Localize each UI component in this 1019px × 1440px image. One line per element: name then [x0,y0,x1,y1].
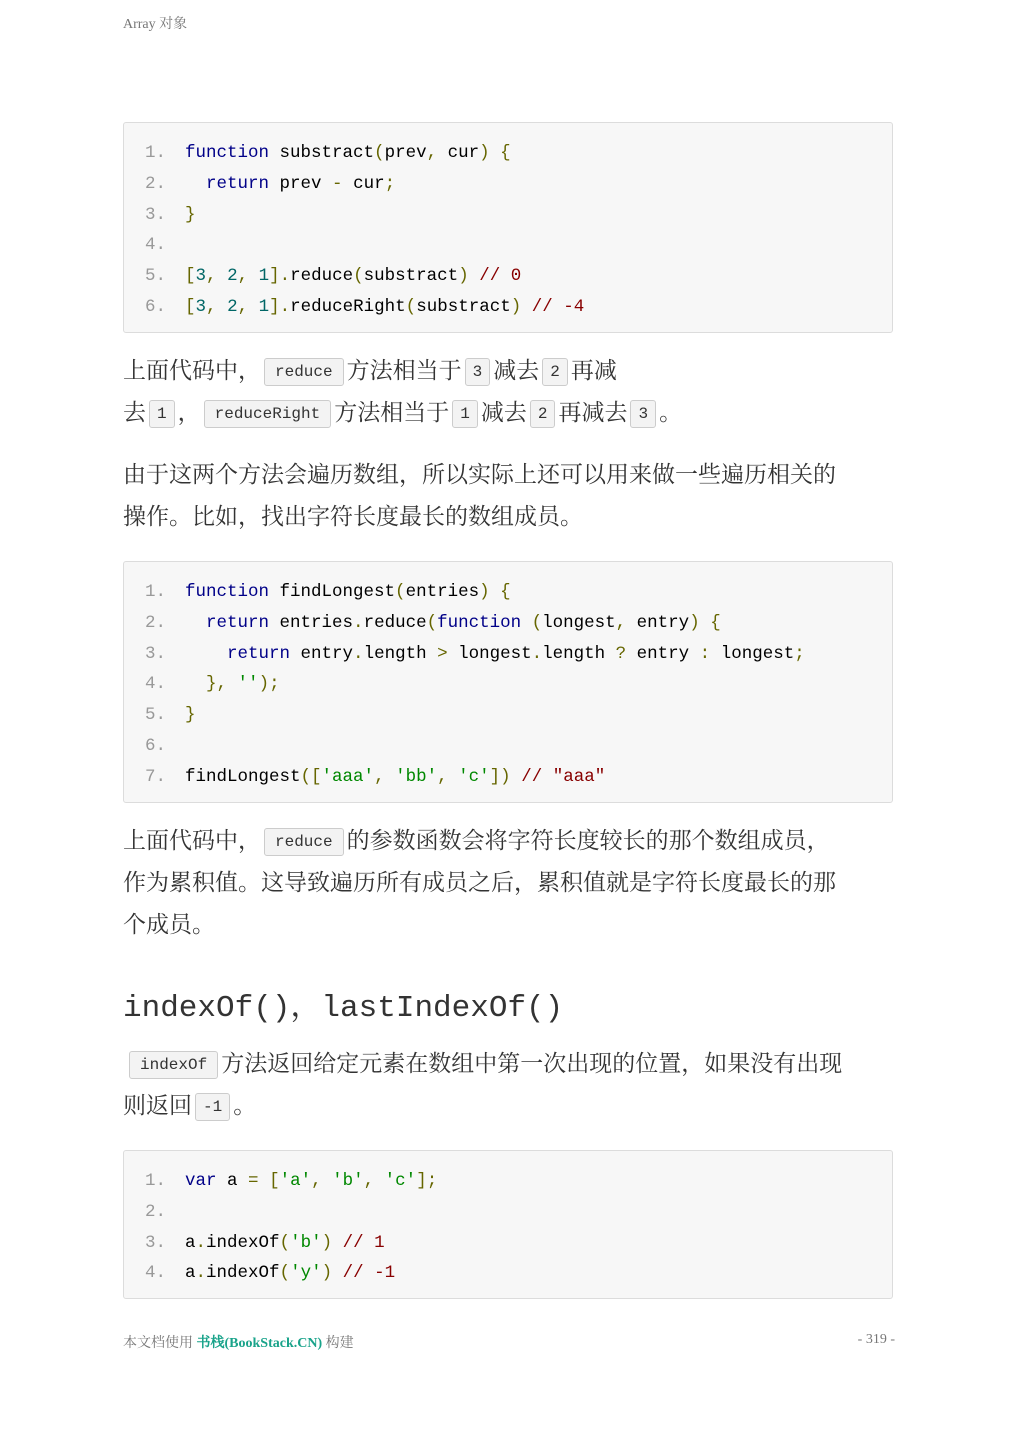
line-number: 6. [145,735,167,756]
code-line: 7. findLongest(['aaa', 'bb', 'c']) // "aaa" [124,762,892,793]
line-number: 1. [145,143,167,163]
code-line: 1. function substract(prev, cur) { [124,138,892,169]
footer-credit: 本文档使用 书栈(BookStack.CN) 构建 [123,1336,354,1351]
inline-code: 2 [530,400,556,428]
code-line [124,230,892,261]
code-line [124,1197,892,1228]
code-line: 4. a.indexOf('y') // -1 [124,1258,892,1289]
code-line: 2. return prev - cur; [124,169,892,200]
code-line: 2. return entries.reduce(function (longest, entry) { [124,608,892,639]
code-line: 5. } [124,700,892,731]
code-block-reduce-right [123,122,893,333]
code-line: 4. }, ''); [124,669,892,700]
line-number: 6. [145,296,167,317]
line-number: 1. [145,1171,167,1191]
line-number: 4. [145,674,167,695]
running-header: Array 对象 [123,17,188,32]
inline-code: indexOf [129,1051,218,1079]
line-number: 4. [145,235,167,256]
paragraph-indexof: indexOf 方法返回给定元素在数组中第一次出现的位置，如果没有出现 则返回 -1 。 [123,1051,843,1119]
paragraph-reduce-explanation: 上面代码中， reduce 方法相当于 3 减去 2 再减 去 1 ， reduceRight 方法相当于 1 减去 2 再减去 3 。 [123,358,683,426]
code-line: 3. return entry.length > longest.length ? entry : longest; [124,639,892,670]
inline-code: 2 [542,358,568,386]
page-number: - 319 - [857,1332,895,1347]
paragraph-accumulator: 上面代码中， reduce 的参数函数会将字符长度较长的那个数组成员， 作为累积值。这导致遍历所有成员之后，累积值就是字符长度最长的那 个成员。 [123,828,836,938]
inline-code: 3 [465,358,491,386]
line-number: 3. [145,204,167,225]
inline-code: 1 [452,400,478,428]
inline-code: reduce [264,828,344,856]
inline-code: 1 [149,400,175,428]
code-line: 3. } [124,200,892,231]
line-number: 2. [145,612,167,633]
line-number: 5. [145,266,167,287]
paragraph-traversal: 由于这两个方法会遍历数组，所以实际上还可以用来做一些遍历相关的 操作。比如，找出字符长度最长的数组成员。 [123,462,836,530]
line-number: 2. [145,1201,167,1222]
bookstack-link[interactable]: 书栈(BookStack.CN) [196,1336,323,1351]
inline-code: reduce [264,358,344,386]
line-number: 7. [145,766,167,787]
code-block-find-longest [123,561,893,803]
code-line [124,731,892,762]
code-line: 1. var a = ['a', 'b', 'c']; [124,1166,892,1197]
section-heading: indexOf()，lastIndexOf() [123,991,564,1026]
line-number: 3. [145,643,167,664]
inline-code: -1 [195,1093,230,1121]
code-block-indexof [123,1150,893,1299]
code-line: 5. [3, 2, 1].reduce(substract) // 0 [124,261,892,292]
code-line: 3. a.indexOf('b') // 1 [124,1228,892,1259]
line-number: 3. [145,1232,167,1253]
code-line: 6. [3, 2, 1].reduceRight(substract) // -4 [124,292,892,323]
inline-code: 3 [630,400,656,428]
line-number: 5. [145,705,167,726]
line-number: 2. [145,173,167,194]
inline-code: reduceRight [204,400,332,428]
code-line: 1. function findLongest(entries) { [124,577,892,608]
line-number: 1. [145,582,167,602]
line-number: 4. [145,1263,167,1284]
